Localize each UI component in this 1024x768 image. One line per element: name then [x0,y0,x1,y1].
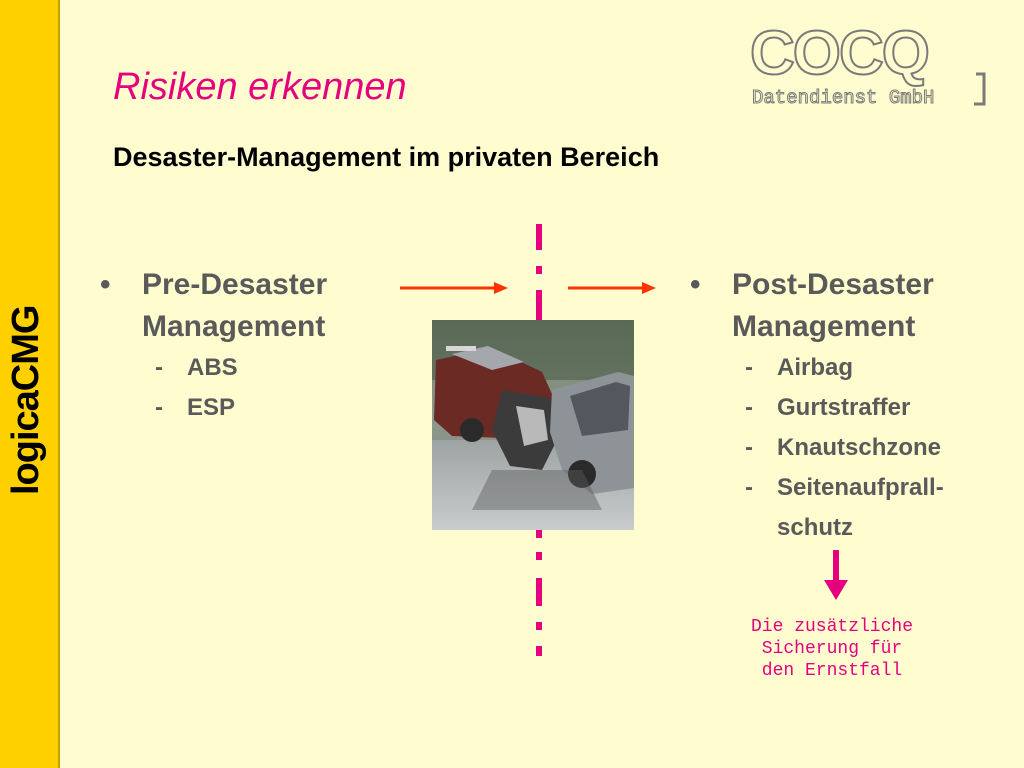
list-item-label: Knautschzone [777,434,942,461]
company-logo-main: COCQ [750,24,928,88]
list-item-label: Seitenaufprall-schutz [777,474,944,541]
arrow-right-icon [566,278,658,298]
list-item-label: Airbag [777,354,854,381]
dash-icon: - [745,434,753,461]
bullet-icon: • [690,268,701,301]
list-item [690,388,1000,428]
car-crash-photo [432,320,634,530]
sidebar [0,0,60,768]
dash-icon: - [745,354,753,381]
bullet-icon: • [100,268,111,301]
list-heading [100,264,400,348]
dash-icon: - [745,394,753,421]
list-item-label: ABS [187,354,238,381]
dash-icon: - [155,394,163,421]
post-desaster-list [690,264,1000,548]
list-item [100,388,400,428]
cocq-company-logo [748,24,992,108]
logo-tail-icon [974,74,984,104]
slide-title: Risiken erkennen [113,66,407,108]
dash-icon: - [155,354,163,381]
list-item [100,348,400,388]
list-heading [690,264,1000,348]
slide-subtitle: Desaster-Management im privaten Bereich [113,142,660,172]
arrow-down-icon [822,550,850,602]
list-item-label: ESP [187,394,236,421]
list-item [690,468,1000,548]
logicacmg-logo-text: logicaCMG [5,305,47,495]
list-item [690,428,1000,468]
list-item-label: Gurtstraffer [777,394,911,421]
dash-icon: - [745,474,753,501]
list-item [690,348,1000,388]
logicacmg-logo [0,290,58,500]
pre-desaster-list [100,264,400,428]
arrow-right-icon [398,278,510,298]
note-text: Die zusätzliche Sicherung für den Ernstfall [750,617,914,681]
post-desaster-heading: Post-Desaster Management [732,268,934,343]
company-logo-sub: Datendienst GmbH [752,87,935,108]
pre-desaster-heading: Pre-Desaster Management [142,268,328,343]
